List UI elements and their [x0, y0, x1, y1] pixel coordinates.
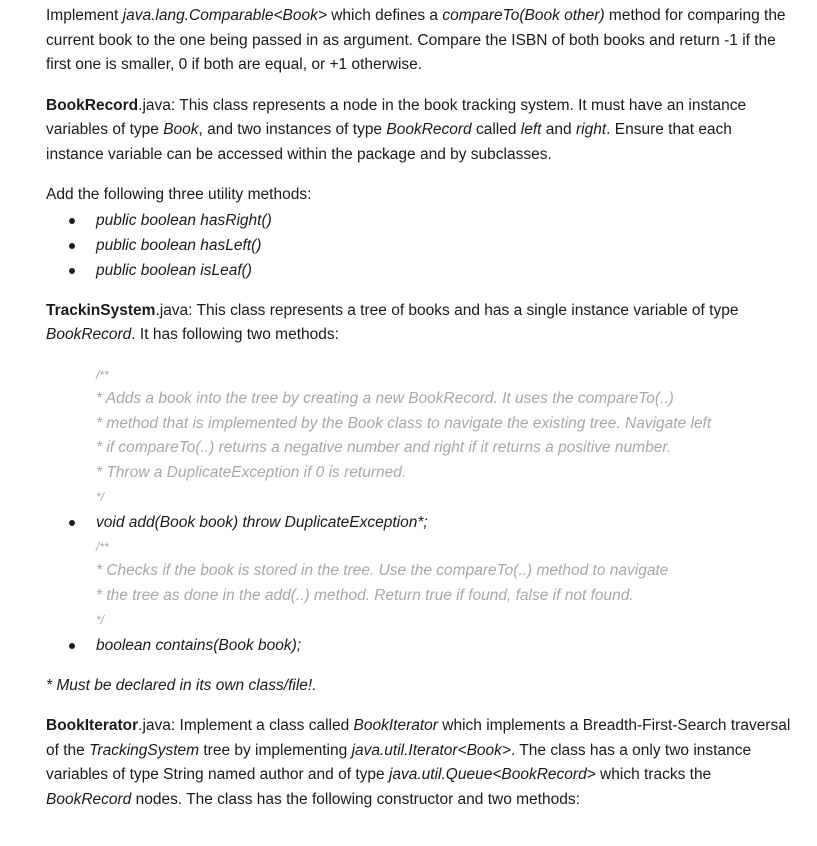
- text: which defines a: [326, 7, 443, 24]
- utility-methods-list: [46, 208, 791, 283]
- text: .java: This class represents a tree of books and has a single instance variable of type: [155, 301, 739, 319]
- text: .java: This class represents a node in the book tracking system. It must have an instance variables of type: [46, 96, 747, 138]
- text: . Ensure that each instance variable can be accessed within the package and by subclasses.: [46, 121, 732, 163]
- text: . The class has a only two instance variables of type String named author and of type: [46, 741, 752, 783]
- bookiterator-paragraph: [46, 714, 791, 812]
- add-method-comment: [46, 363, 791, 510]
- text: . It has following two methods:: [131, 326, 339, 343]
- code-ref: compareTo(Book other): [442, 7, 605, 24]
- code-ref: TrackingSystem: [89, 741, 200, 759]
- comparable-paragraph: [46, 4, 791, 78]
- text: Implement: [46, 7, 123, 24]
- comment-line: * method that is implemented by the Book class to navigate the existing tree. Navigate left: [96, 414, 712, 432]
- comment-line: * if compareTo(..) returns a negative number and right if it returns a positive number.: [96, 439, 672, 456]
- text: which implements a Breadth-First-Search traversal of the: [46, 717, 791, 759]
- class-name: BookIterator: [46, 717, 139, 734]
- list-item: public boolean hasLeft(): [46, 233, 791, 258]
- bookrecord-paragraph: [46, 94, 791, 168]
- code-ref: BookRecord: [46, 326, 132, 343]
- contains-method: boolean contains(Book book);: [46, 633, 791, 658]
- list-item: public boolean hasRight(): [46, 208, 791, 233]
- comment-open: /**: [96, 367, 109, 382]
- code-ref: BookRecord: [46, 790, 132, 808]
- comment-line: * the tree as done in the add(..) method. Return true if found, false if not found.: [96, 586, 634, 604]
- class-name: BookRecord: [46, 96, 139, 114]
- comment-line: * Checks if the book is stored in the tree. Use the compareTo(..) method to navigate: [96, 562, 669, 579]
- trackingsystem-paragraph: [46, 299, 791, 348]
- text: .java: Implement a class called: [138, 717, 354, 734]
- document-body: [46, 4, 791, 812]
- comment-line: * Adds a book into the tree by creating a new BookRecord. It uses the compareTo(..): [96, 390, 674, 407]
- text: nodes. The class has the following constructor and two methods:: [131, 790, 580, 808]
- footnote: * Must be declared in its own class/file!.: [46, 676, 317, 694]
- list-item: public boolean isLeaf(): [46, 258, 791, 283]
- comment-line: * Throw a DuplicateException if 0 is returned.: [96, 463, 407, 481]
- code-ref: BookRecord: [386, 121, 472, 138]
- text: called: [471, 121, 521, 138]
- comment-close: */: [96, 613, 105, 627]
- code-ref: java.util.Queue<BookRecord>: [388, 766, 596, 783]
- code-ref: Book: [163, 121, 199, 138]
- text: and: [541, 121, 576, 138]
- comment-close: */: [96, 490, 105, 504]
- add-method: void add(Book book) throw DuplicateException*;: [46, 510, 791, 535]
- utility-intro: Add the following three utility methods:: [46, 186, 312, 203]
- code-ref: java.util.Iterator<Book>: [351, 741, 511, 759]
- text: which tracks the: [595, 766, 712, 783]
- contains-method-comment: [46, 535, 791, 633]
- code-ref: java.lang.Comparable<Book>: [122, 7, 327, 24]
- class-name: TrackinSystem: [46, 301, 156, 319]
- code-ref: right: [575, 121, 607, 138]
- text: method for comparing the current book to the one being passed in as argument. Compare the ISBN of both books and return -1 if the first one is smaller, 0 if both are equal, or +1 otherwise.: [46, 7, 786, 73]
- code-ref: BookIterator: [353, 717, 438, 734]
- code-ref: left: [520, 121, 542, 138]
- comment-open: /**: [96, 539, 109, 554]
- text: , and two instances of type: [198, 121, 387, 138]
- text: tree by implementing: [199, 741, 352, 759]
